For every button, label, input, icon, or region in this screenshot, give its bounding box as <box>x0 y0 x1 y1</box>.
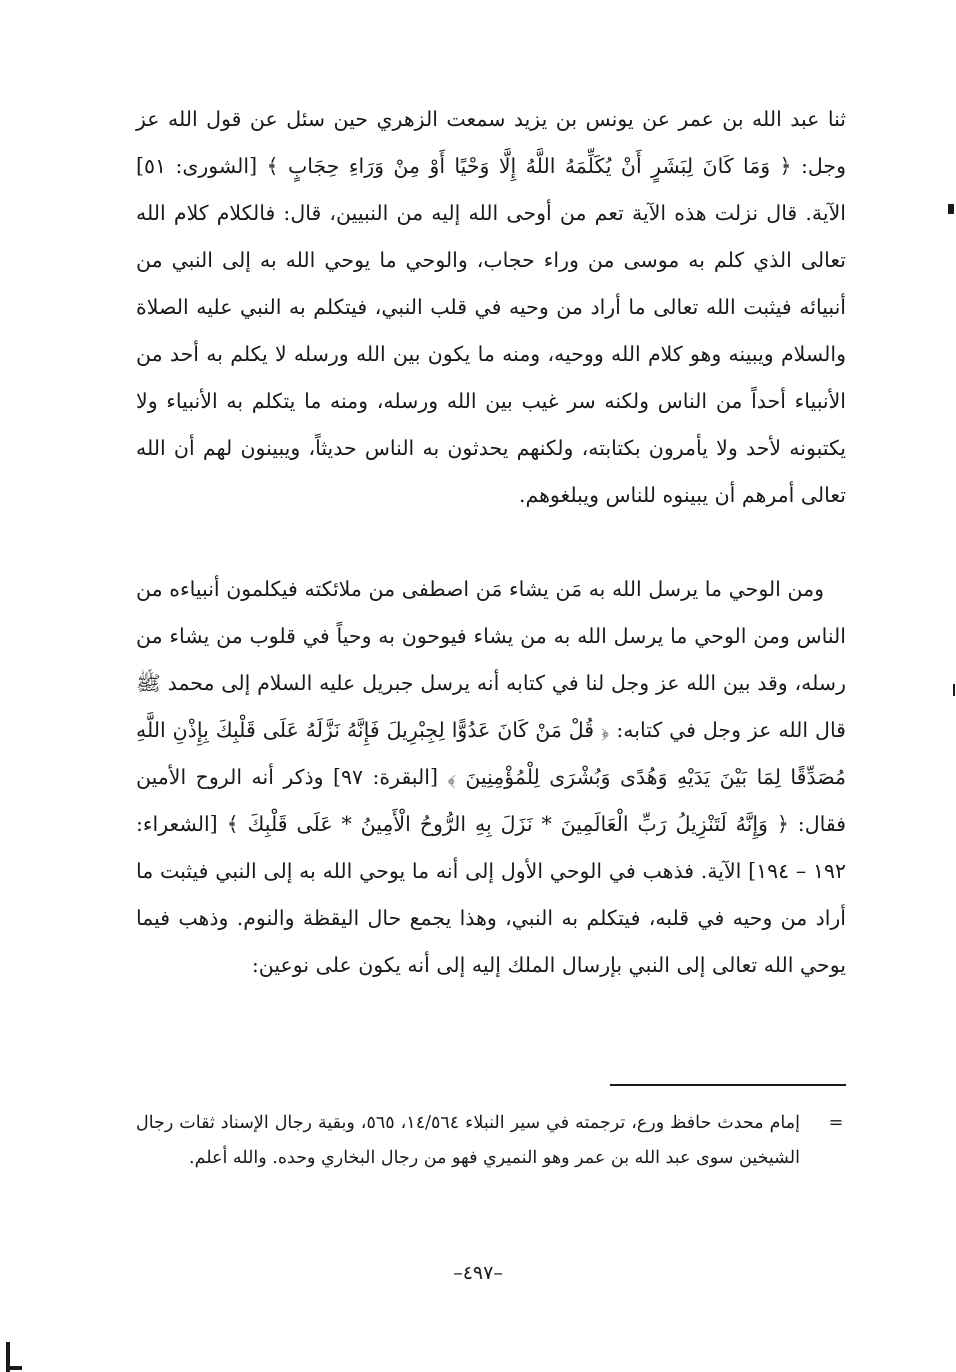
paragraph-1-text: ثنا عبد الله بن عمر عن يونس بن يزيد سمعت الزهري حين سئل عن قول الله عز وجل: ﴿ وَمَا كَانَ لِبَشَرٍ أَنْ يُكَلِّمَهُ اللَّهُ إِلَّا وَحْيًا أَوْ مِنْ وَرَاءِ حِجَابٍ ﴾ [الشورى: ٥١] الآية. قال نزلت هذه الآية تعم من أوحى الله إليه من النبيين، قال: فالكلام كلام الله تعالى الذي كلم به موسى من وراء حجاب، والوحي ما يوحي الله به إلى النبي من أنبيائه فيثبت الله تعالى ما أراد من وحيه في قلب النبي، فيتكلم به النبي عليه الصلاة والسلام ويبينه وهو كلام الله ووحيه، ومنه ما يكون بين الله ورسله لا يكلم به أحد من الأنبياء أحداً من الناس ولكنه سر غيب بين الله ورسله، ومنه ما يتكلم به الأنبياء ولا يكتبونه لأحد ولا يأمرون بكتابته، ولكنهم يحدثون به الناس حديثاً، ويبينون لهم أن الله تعالى أمرهم أن يبينوه للناس ويبلغوهم. <box>136 107 846 507</box>
margin-mark <box>948 204 954 214</box>
page-number: –٤٩٧– <box>453 1262 503 1284</box>
footnote-separator <box>610 1084 846 1086</box>
footnote-marker: = <box>828 1113 844 1133</box>
footnote-text: إمام محدث حافظ ورع، ترجمته في سير النبلاء ١٤/٥٦٤، ٥٦٥، وبقية رجال الإسناد ثقات رجال الشيخين سوى عبد الله بن عمر وهو النميري فهو من رجال البخاري وحده. والله أعلم. <box>136 1113 800 1168</box>
paragraph-1 <box>136 96 846 519</box>
margin-mark <box>953 684 955 696</box>
footnote <box>136 1106 846 1176</box>
paragraph-2-text: ومن الوحي ما يرسل الله به مَن يشاء مَن اصطفى من ملائكته فيكلمون أنبياءه من الناس ومن الوحي ما يرسل الله به من يشاء فيوحون به وحياً في قلوب من يشاء من رسله، وقد بين الله عز وجل لنا في كتابه أنه يرسل جبريل عليه السلام إلى محمد ﷺ قال الله عز وجل في كتابه: ﴿ قُلْ مَنْ كَانَ عَدُوًّا لِجِبْرِيلَ فَإِنَّهُ نَزَّلَهُ عَلَى قَلْبِكَ بِإِذْنِ اللَّهِ مُصَدِّقًا لِمَا بَيْنَ يَدَيْهِ وَهُدًى وَبُشْرَى لِلْمُؤْمِنِينَ ﴾ [البقرة: ٩٧] وذكر أنه الروح الأمين فقال: ﴿ وَإِنَّهُ لَتَنْزِيلُ رَبِّ الْعَالَمِينَ * نَزَلَ بِهِ الرُّوحُ الْأَمِينُ * عَلَى قَلْبِكَ ﴾ [الشعراء: ١٩٢ – ١٩٤] الآية. فذهب في الوحي الأول إلى أنه ما يوحي الله به إلى النبي فيثبت ما أراد من وحيه في قلبه، فيتكلم به النبي، وهذا يجمع حال اليقظة والنوم. وذهب فيما يوحي الله تعالى إلى النبي بإرسال الملك إليه إلى أنه يكون على نوعين: <box>136 577 846 977</box>
scan-corner-mark <box>6 1366 22 1370</box>
paragraph-2 <box>136 566 846 989</box>
